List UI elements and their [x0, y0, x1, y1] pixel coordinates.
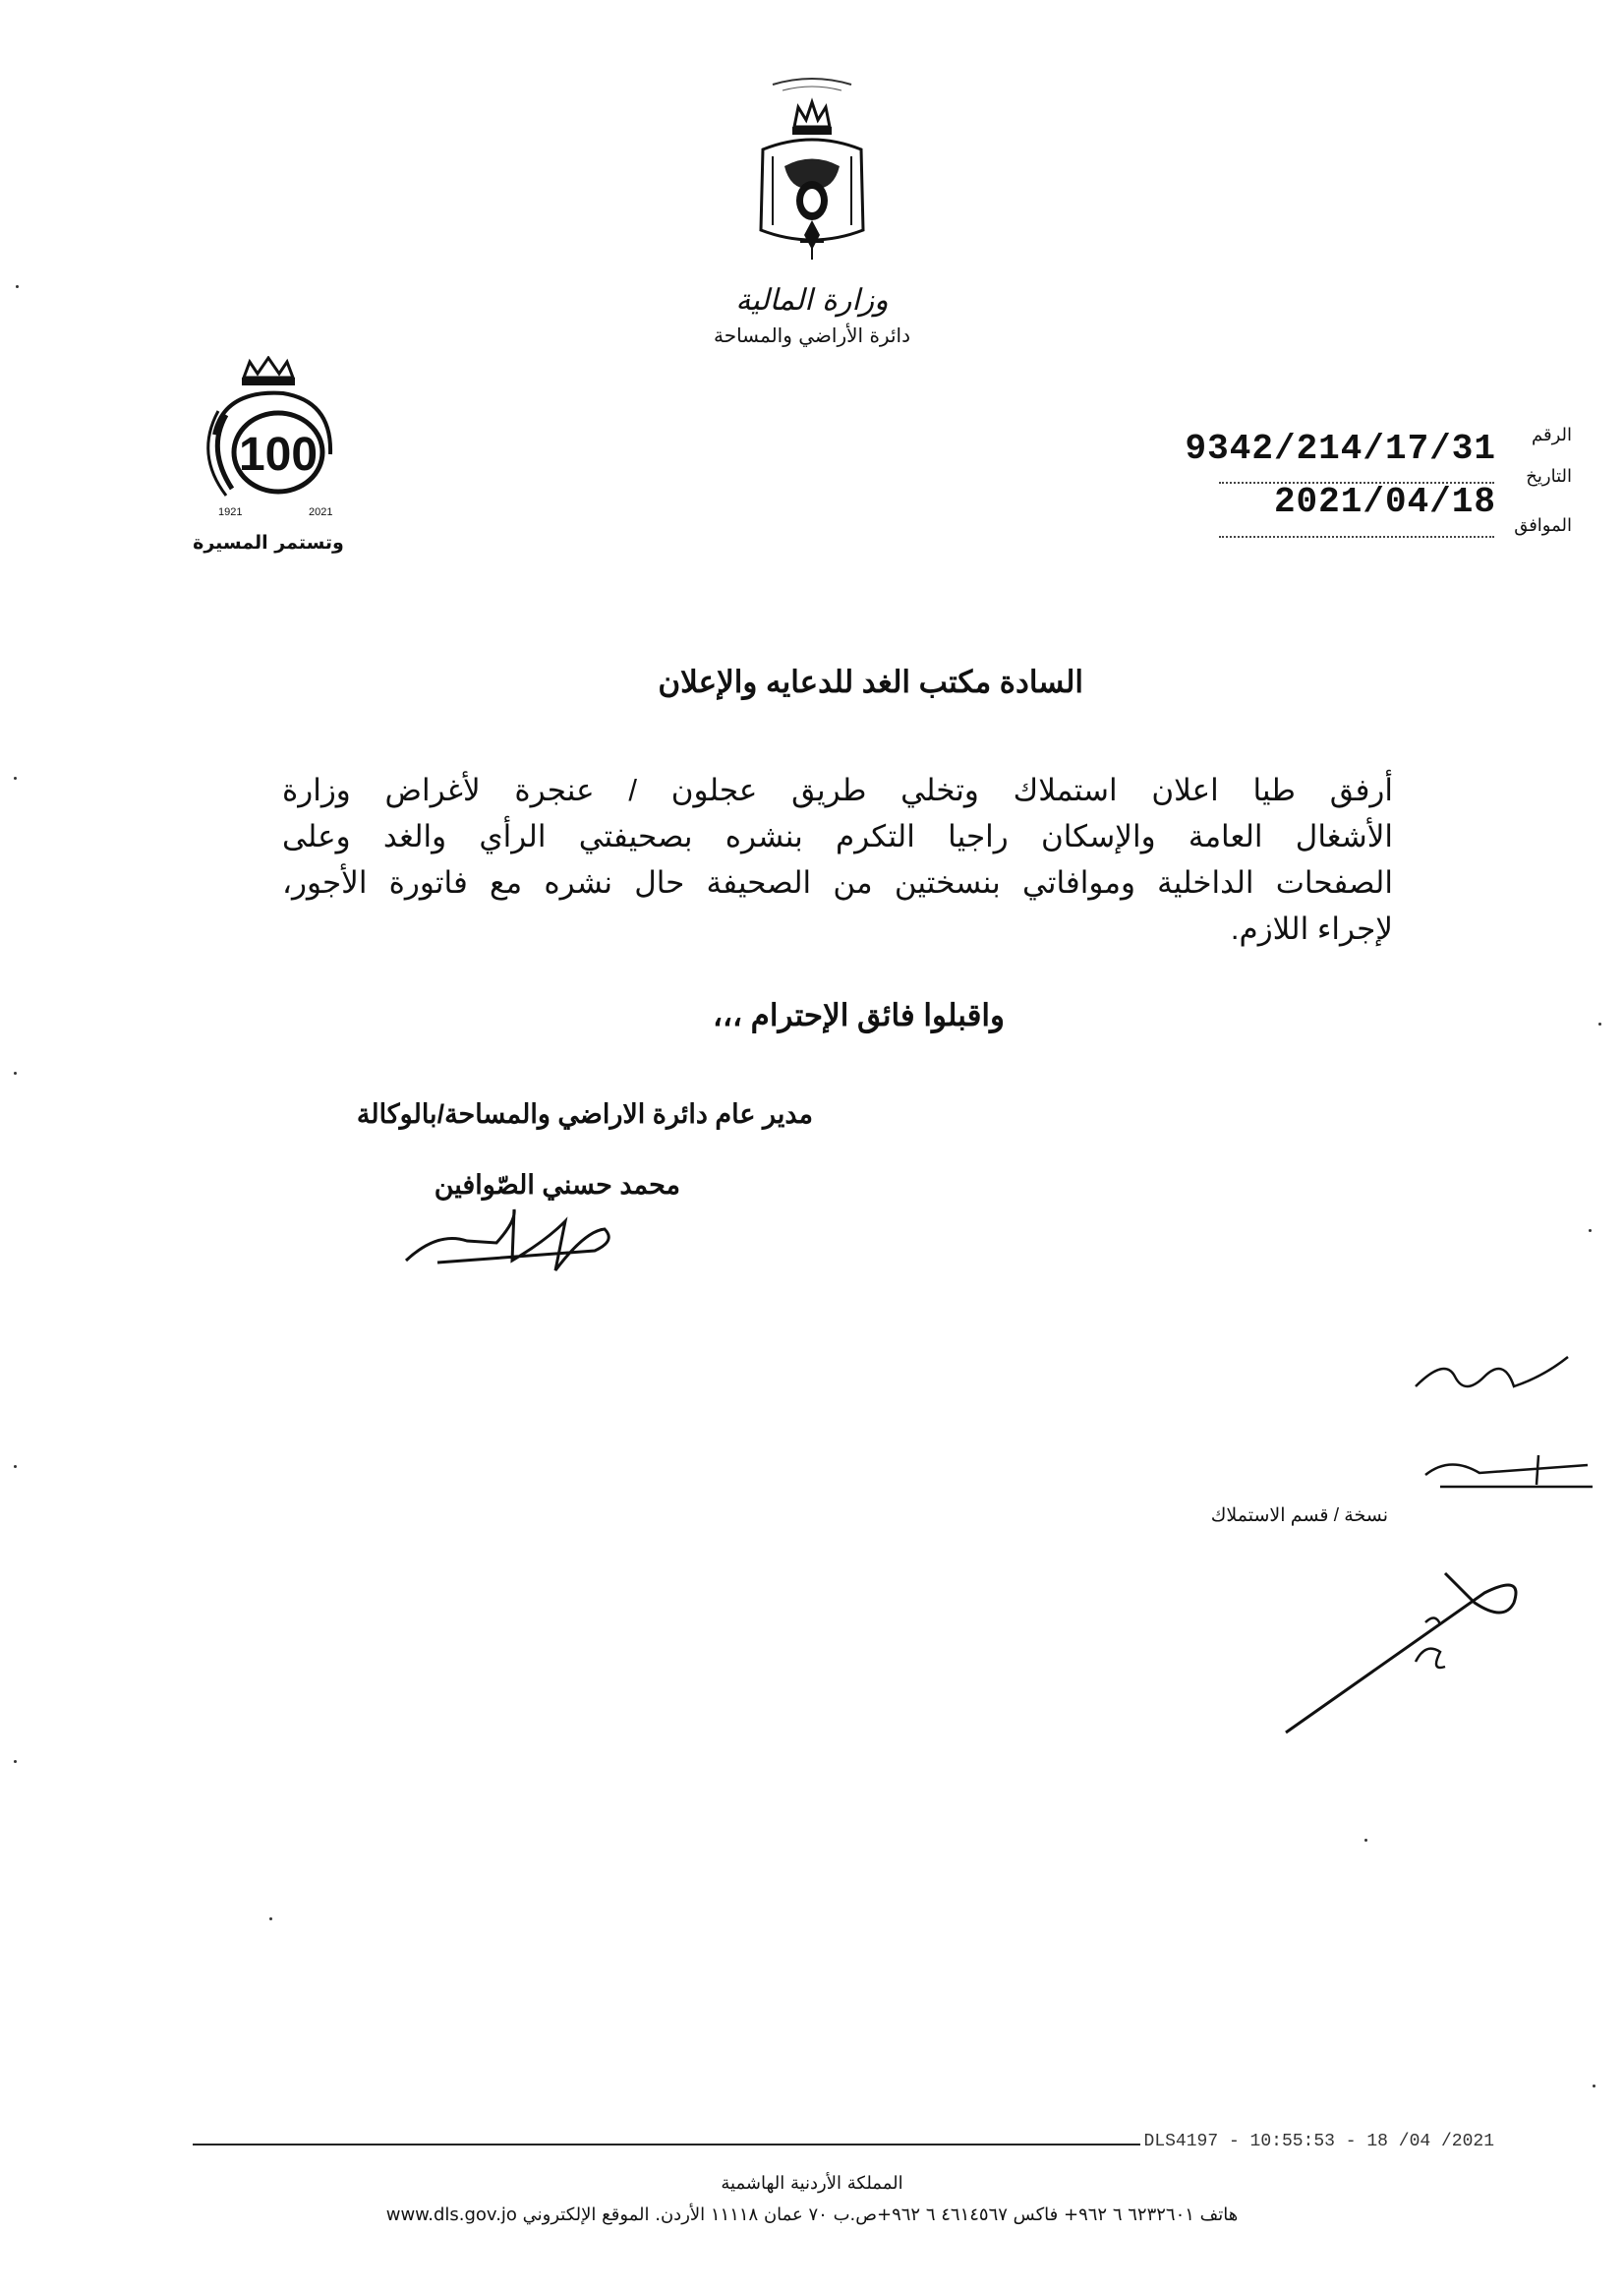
handwritten-annotation-icon — [1278, 1544, 1534, 1740]
closing-greeting: واقبلوا فائق الإحترام ،،، — [713, 998, 1005, 1032]
centennial-logo — [185, 356, 352, 554]
number-label: الرقم — [1531, 425, 1572, 445]
centennial-slogan: وتستمر المسيرة — [193, 532, 344, 554]
scan-speck — [1589, 1229, 1592, 1232]
footer-kingdom: المملكة الأردنية الهاشمية — [721, 2173, 903, 2194]
signatory-name: محمد حسني الصّوافين — [434, 1170, 680, 1200]
body-line: الصفحات الداخلية وموافاتي بنسختين من الصحيفة حال نشره مع فاتورة الأجور، — [282, 865, 1393, 900]
print-stamp: DLS4197 - 10:55:53 - 18 /04 /2021 — [1140, 2132, 1498, 2151]
scan-speck — [14, 1465, 17, 1468]
copy-note: نسخة / قسم الاستملاك — [1210, 1505, 1388, 1526]
director-signature-icon — [398, 1202, 624, 1280]
letterhead — [714, 73, 910, 347]
body-line: الأشغال العامة والإسكان راجيا التكرم بنشره بصحيفتي الرأي والغد وعلى — [282, 819, 1393, 853]
handwritten-initial-icon — [1406, 1347, 1583, 1416]
scan-speck — [14, 1072, 17, 1075]
centennial-left-year: 1921 — [218, 506, 243, 518]
signatory-title: مدير عام دائرة الاراضي والمساحة/بالوكالة — [356, 1099, 813, 1129]
scan-speck — [16, 285, 19, 288]
letter-date: 2021/04/18 — [1273, 482, 1496, 522]
body-line: أرفق طيا اعلان استملاك وتخلي طريق عجلون / عنجرة لأغراض وزارة — [282, 773, 1393, 807]
scan-speck — [14, 777, 17, 780]
scan-speck — [269, 1917, 272, 1920]
handwritten-initial-icon — [1421, 1445, 1597, 1504]
ministry-name: وزارة المالية — [735, 283, 889, 318]
letter-body — [282, 767, 1393, 952]
footer-contacts: هاتف ٦٢٣٢٦٠١ ٦ ٩٦٢+ فاكس ٤٦١٤٥٦٧ ٦ ٩٦٢+ص.ب ٧٠ عمان ١١١١٨ الأردن. الموقع الإلكتروني www.dls.gov.jo — [385, 2204, 1239, 2225]
centennial-right-year: 2021 — [309, 506, 333, 518]
scan-speck — [1364, 1839, 1367, 1842]
jordan-coat-of-arms-icon — [743, 73, 881, 279]
reference-number: 9342/214/17/31 — [1185, 429, 1496, 469]
date-underline — [1219, 536, 1494, 538]
centennial-number: 100 — [238, 429, 319, 481]
department-name: دائرة الأراضي والمساحة — [714, 323, 910, 347]
date-label: التاريخ — [1526, 466, 1572, 487]
corresponding-label: الموافق — [1514, 515, 1572, 536]
scan-speck — [1593, 2085, 1595, 2087]
body-line: لإجراء اللازم. — [1230, 911, 1393, 946]
scan-speck — [14, 1760, 17, 1763]
centennial-crown-icon — [185, 356, 352, 528]
addressee: السادة مكتب الغد للدعايه والإعلان — [658, 665, 1083, 699]
scan-speck — [1598, 1023, 1601, 1026]
